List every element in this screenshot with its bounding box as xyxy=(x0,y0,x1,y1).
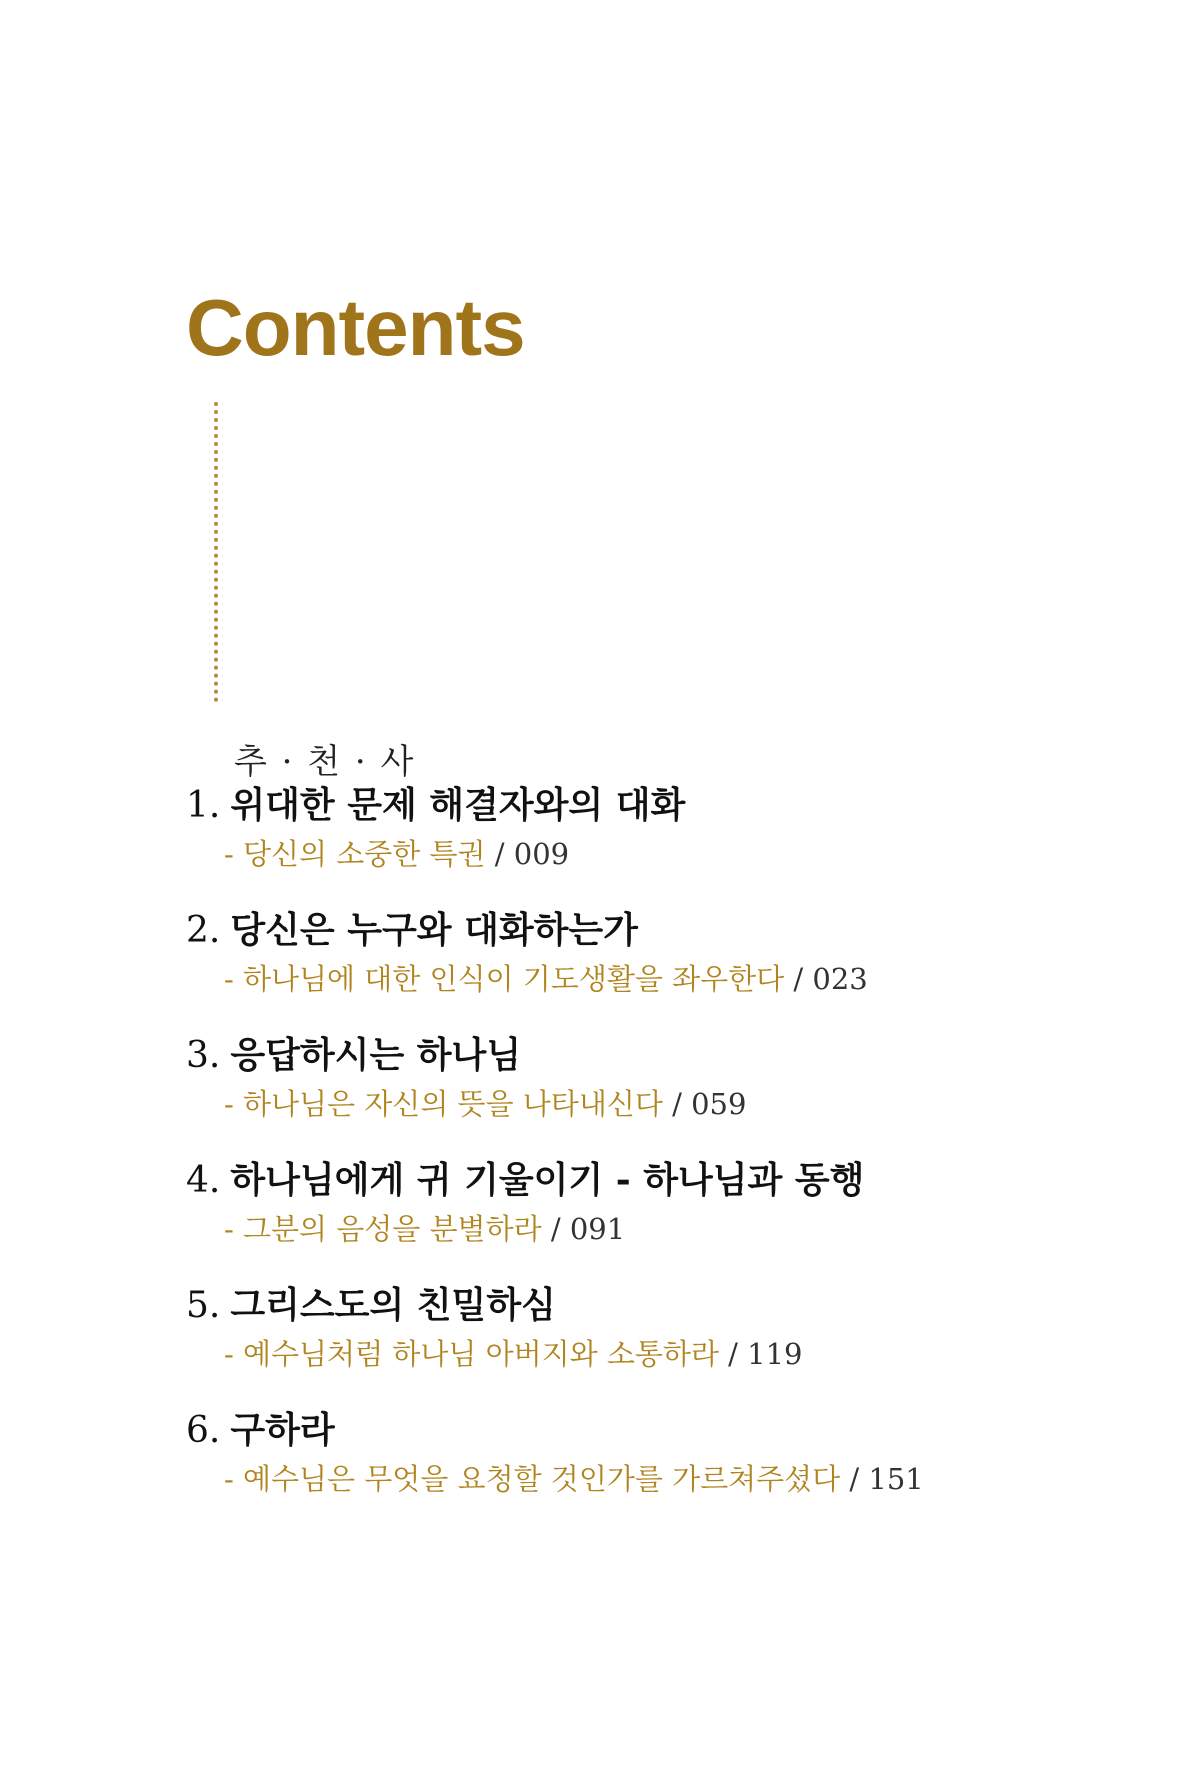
chapter-number: 3. xyxy=(186,1035,221,1076)
page-number: / 119 xyxy=(728,1337,803,1372)
chapter-heading xyxy=(186,784,685,827)
chapter-number: 4. xyxy=(186,1160,221,1201)
chapter-heading xyxy=(186,1409,924,1452)
chapter-subtitle-line xyxy=(224,1212,864,1247)
chapter-heading xyxy=(186,1284,802,1327)
chapter-subtitle: - 당신의 소중한 특권 xyxy=(224,837,486,872)
chapter-title: 응답하시는 하나님 xyxy=(230,1034,522,1076)
toc-entry-1 xyxy=(186,784,685,872)
chapter-subtitle: - 예수님은 무엇을 요청할 것인가를 가르쳐주셨다 xyxy=(224,1462,841,1497)
chapter-number: 2. xyxy=(186,910,221,951)
preface-entry: 추 · 천 · 사 xyxy=(234,742,416,782)
chapter-number: 5. xyxy=(186,1285,221,1326)
toc-entry-5 xyxy=(186,1284,802,1372)
chapter-title: 그리스도의 친밀하심 xyxy=(230,1284,556,1326)
chapter-subtitle-line xyxy=(224,1087,746,1122)
toc-entry-6 xyxy=(186,1409,924,1497)
toc-entry-3 xyxy=(186,1034,746,1122)
chapter-subtitle-line xyxy=(224,962,868,997)
chapter-subtitle-line xyxy=(224,837,685,872)
chapter-number: 6. xyxy=(186,1410,221,1451)
chapter-heading xyxy=(186,1034,746,1077)
chapter-heading xyxy=(186,909,868,952)
toc-entry-2 xyxy=(186,909,868,997)
toc-entry-4 xyxy=(186,1159,864,1247)
chapter-subtitle: - 하나님에 대한 인식이 기도생활을 좌우한다 xyxy=(224,962,785,997)
chapter-number: 1. xyxy=(186,785,221,826)
page-number: / 091 xyxy=(550,1212,626,1247)
chapter-subtitle: - 그분의 음성을 분별하라 xyxy=(224,1212,542,1247)
chapter-title: 구하라 xyxy=(230,1409,335,1451)
chapter-subtitle: - 예수님처럼 하나님 아버지와 소통하라 xyxy=(224,1337,719,1372)
chapter-heading xyxy=(186,1159,864,1202)
chapter-subtitle-line xyxy=(224,1462,924,1497)
chapter-title: 하나님에게 귀 기울이기 - 하나님과 동행 xyxy=(230,1159,865,1201)
chapter-subtitle-line xyxy=(224,1337,802,1372)
page-title: Contents xyxy=(186,283,525,372)
chapter-subtitle: - 하나님은 자신의 뜻을 나타내신다 xyxy=(224,1087,663,1122)
page-number: / 151 xyxy=(849,1462,924,1497)
page-number: / 023 xyxy=(793,962,868,997)
page-number: / 009 xyxy=(494,837,570,872)
page-number: / 059 xyxy=(672,1087,747,1122)
dotted-divider xyxy=(214,402,218,702)
chapter-title: 당신은 누구와 대화하는가 xyxy=(230,909,638,951)
chapter-title: 위대한 문제 해결자와의 대화 xyxy=(230,784,686,826)
